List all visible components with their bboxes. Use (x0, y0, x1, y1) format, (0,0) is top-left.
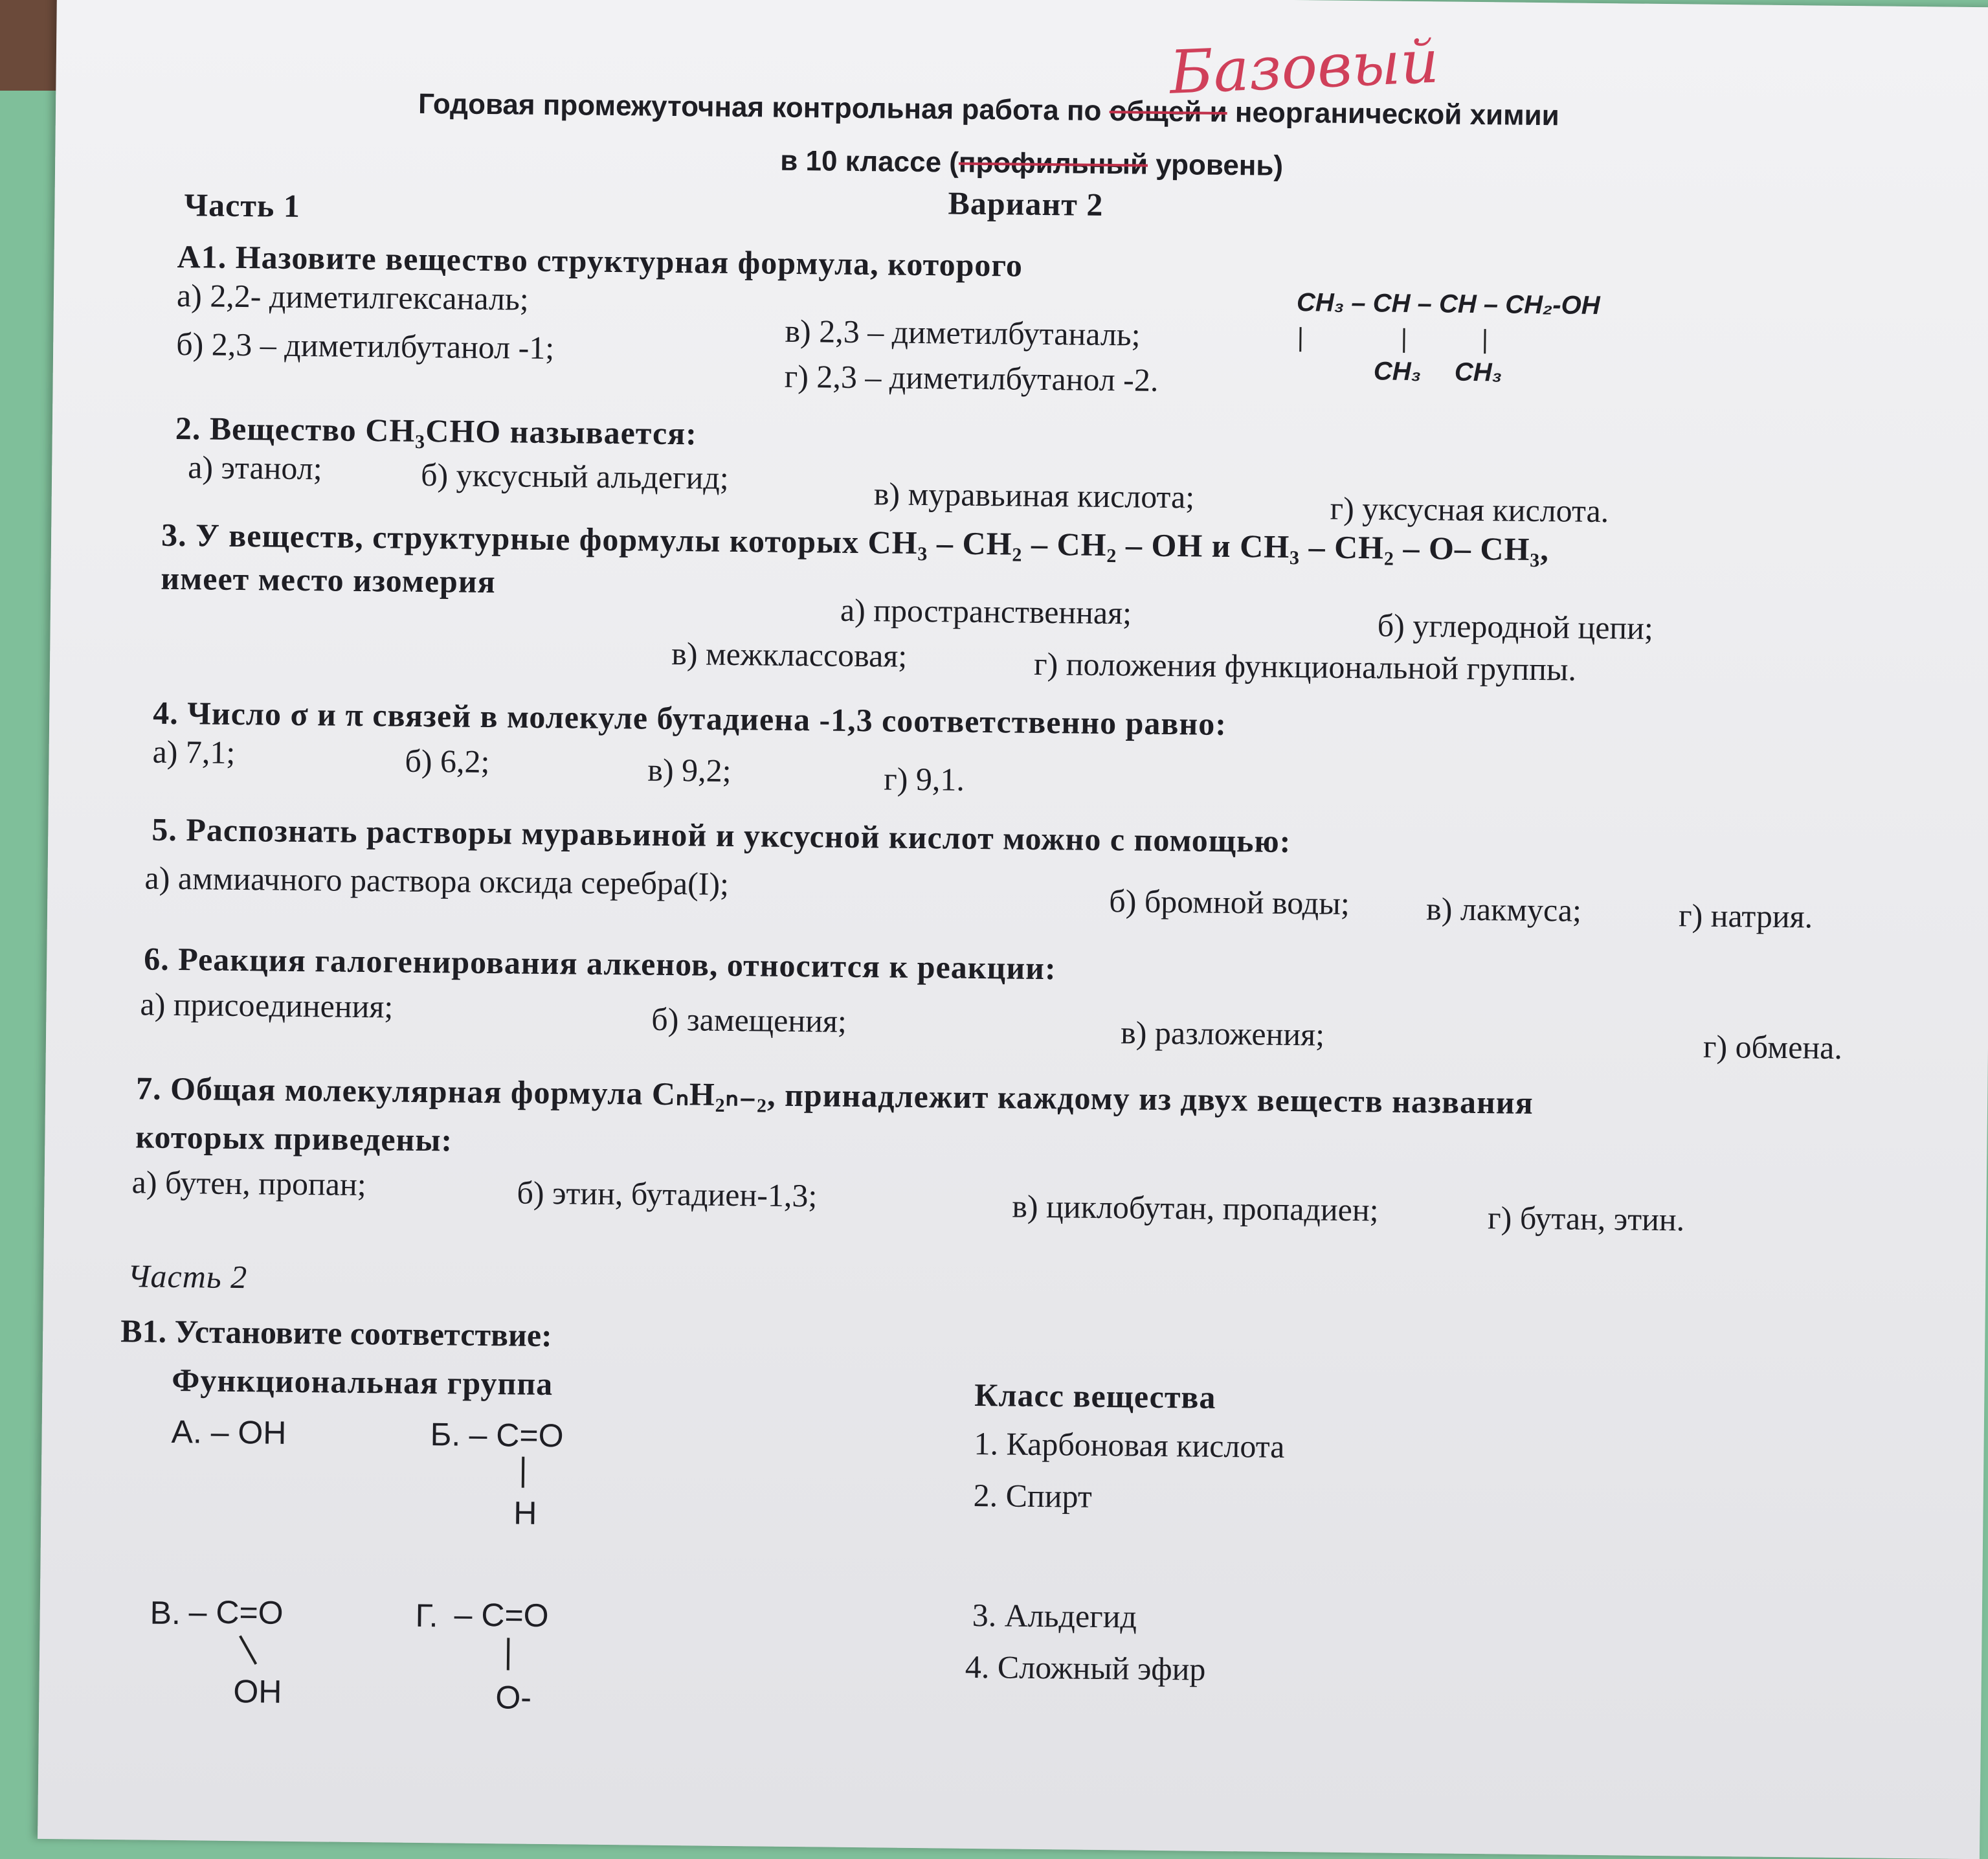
q1-formula-substituent: CH₃ (1373, 357, 1422, 387)
bond-line (507, 1638, 510, 1670)
q6-option-a: а) присоединения; (140, 986, 394, 1025)
group-v-substituent: OH (233, 1673, 282, 1710)
q1-formula-substituent: CH₃ (1454, 357, 1502, 387)
part-2-heading: Часть 2 (127, 1257, 248, 1296)
q4-option-g: г) 9,1. (883, 760, 965, 798)
class-1: 1. Карбоновая кислота (974, 1425, 1285, 1465)
q1-option-g: г) 2,3 – диметилбутанол -2. (784, 357, 1159, 398)
q4-option-a: а) 7,1; (152, 733, 236, 771)
group-v-label: В. (150, 1594, 181, 1632)
q2-option-b: б) уксусный альдегид; (420, 456, 730, 496)
column-substance-class: Класс вещества (974, 1376, 1216, 1415)
q4-option-b: б) 6,2; (405, 742, 490, 780)
bond-line (239, 1635, 257, 1665)
class-2: 2. Спирт (973, 1476, 1093, 1515)
question-5: 5. Распознать растворы муравьиной и уксусной кислот можно с помощью: (151, 811, 1291, 860)
question-7-line-2: которых приведены: (135, 1118, 453, 1158)
group-g-substituent: O- (495, 1679, 532, 1716)
q3-option-a: а) пространственная; (840, 591, 1132, 631)
q2-option-a: а) этанол; (187, 449, 322, 487)
title-line-1: Годовая промежуточная контрольная работа по общей и неорганической химии (418, 87, 1560, 132)
q7-option-a: а) бутен, пропан; (131, 1164, 367, 1203)
question-2: 2. Вещество CH₃CHO называется: (175, 409, 698, 452)
q7-option-v: в) циклобутан, пропадиен; (1012, 1188, 1379, 1228)
q6-option-v: в) разложения; (1120, 1014, 1325, 1053)
group-g-label: Г. (415, 1597, 438, 1634)
q1-option-a: а) 2,2- диметилгексаналь; (176, 276, 529, 317)
q2-option-v: в) муравьиная кислота; (873, 475, 1195, 515)
bond-line (522, 1457, 525, 1488)
q7-option-g: г) бутан, этин. (1487, 1199, 1685, 1238)
q1-structural-formula: CH₃ – CH – CH – CH₂-OH (1296, 288, 1600, 320)
task-b1: В1. Установите соответствие: (120, 1313, 553, 1354)
question-3-line-2: имеет место изомерия (161, 559, 497, 600)
q3-option-b: б) углеродной цепи; (1377, 607, 1654, 646)
q5-option-g: г) натрия. (1678, 897, 1813, 935)
q2-option-g: г) уксусная кислота. (1330, 490, 1609, 530)
q3-option-v: в) межклассовая; (671, 635, 908, 674)
q6-option-g: г) обмена. (1703, 1028, 1843, 1066)
variant-label: Вариант 2 (948, 185, 1104, 223)
bond-line (1484, 329, 1486, 354)
class-3: 3. Альдегид (972, 1596, 1137, 1635)
handwritten-note: Базовый (1168, 27, 1440, 107)
question-1: А1. Назовите вещество структурная формула, которого (177, 238, 1023, 284)
group-b-substituent: H (513, 1494, 537, 1531)
q1-option-v: в) 2,3 – диметилбутаналь; (785, 312, 1141, 353)
class-4: 4. Сложный эфир (965, 1648, 1206, 1687)
title-line-2: в 10 классе (профильный уровень) (779, 144, 1284, 182)
q1-option-b: б) 2,3 – диметилбутанол -1; (175, 325, 555, 366)
group-b-formula: – C=O (469, 1416, 564, 1454)
group-a: А. – OH (171, 1413, 287, 1451)
group-g-formula: – C=O (454, 1596, 549, 1634)
q7-option-b: б) этин, бутадиен-1,3; (517, 1174, 818, 1214)
q3-option-g: г) положения функциональной группы. (1033, 645, 1577, 688)
part-1-heading: Часть 1 (184, 186, 301, 224)
question-7-line-1: 7. Общая молекулярная формула CₙH₂ₙ₋₂, принадлежит каждому из двух веществ названия (135, 1070, 1534, 1121)
worksheet-paper (38, 0, 1988, 1859)
q5-option-a: а) аммиачного раствора оксида серебра(I); (144, 859, 730, 902)
question-3-line-1: 3. У веществ, структурные формулы которых CH₃ – CH₂ – CH₂ – OH и CH₃ – CH₂ – O– CH₃, (161, 516, 1550, 568)
struck-text: профильный (958, 146, 1148, 181)
q4-option-v: в) 9,2; (647, 751, 732, 789)
struck-text: общей и (1109, 95, 1227, 128)
bond-line (1403, 328, 1405, 353)
group-v-formula: – C=O (188, 1594, 284, 1631)
q5-option-b: б) бромной воды; (1109, 883, 1350, 921)
group-b-label: Б. (430, 1416, 461, 1453)
question-6: 6. Реакция галогенирования алкенов, относится к реакции: (144, 940, 1056, 987)
question-4: 4. Число σ и π связей в молекуле бутадиена -1,3 соответственно равно: (152, 694, 1227, 742)
q5-option-v: в) лакмуса; (1425, 890, 1582, 929)
column-functional-group: Функциональная группа (172, 1361, 553, 1403)
q6-option-b: б) замещения; (651, 1000, 847, 1039)
bond-line (1299, 327, 1301, 352)
